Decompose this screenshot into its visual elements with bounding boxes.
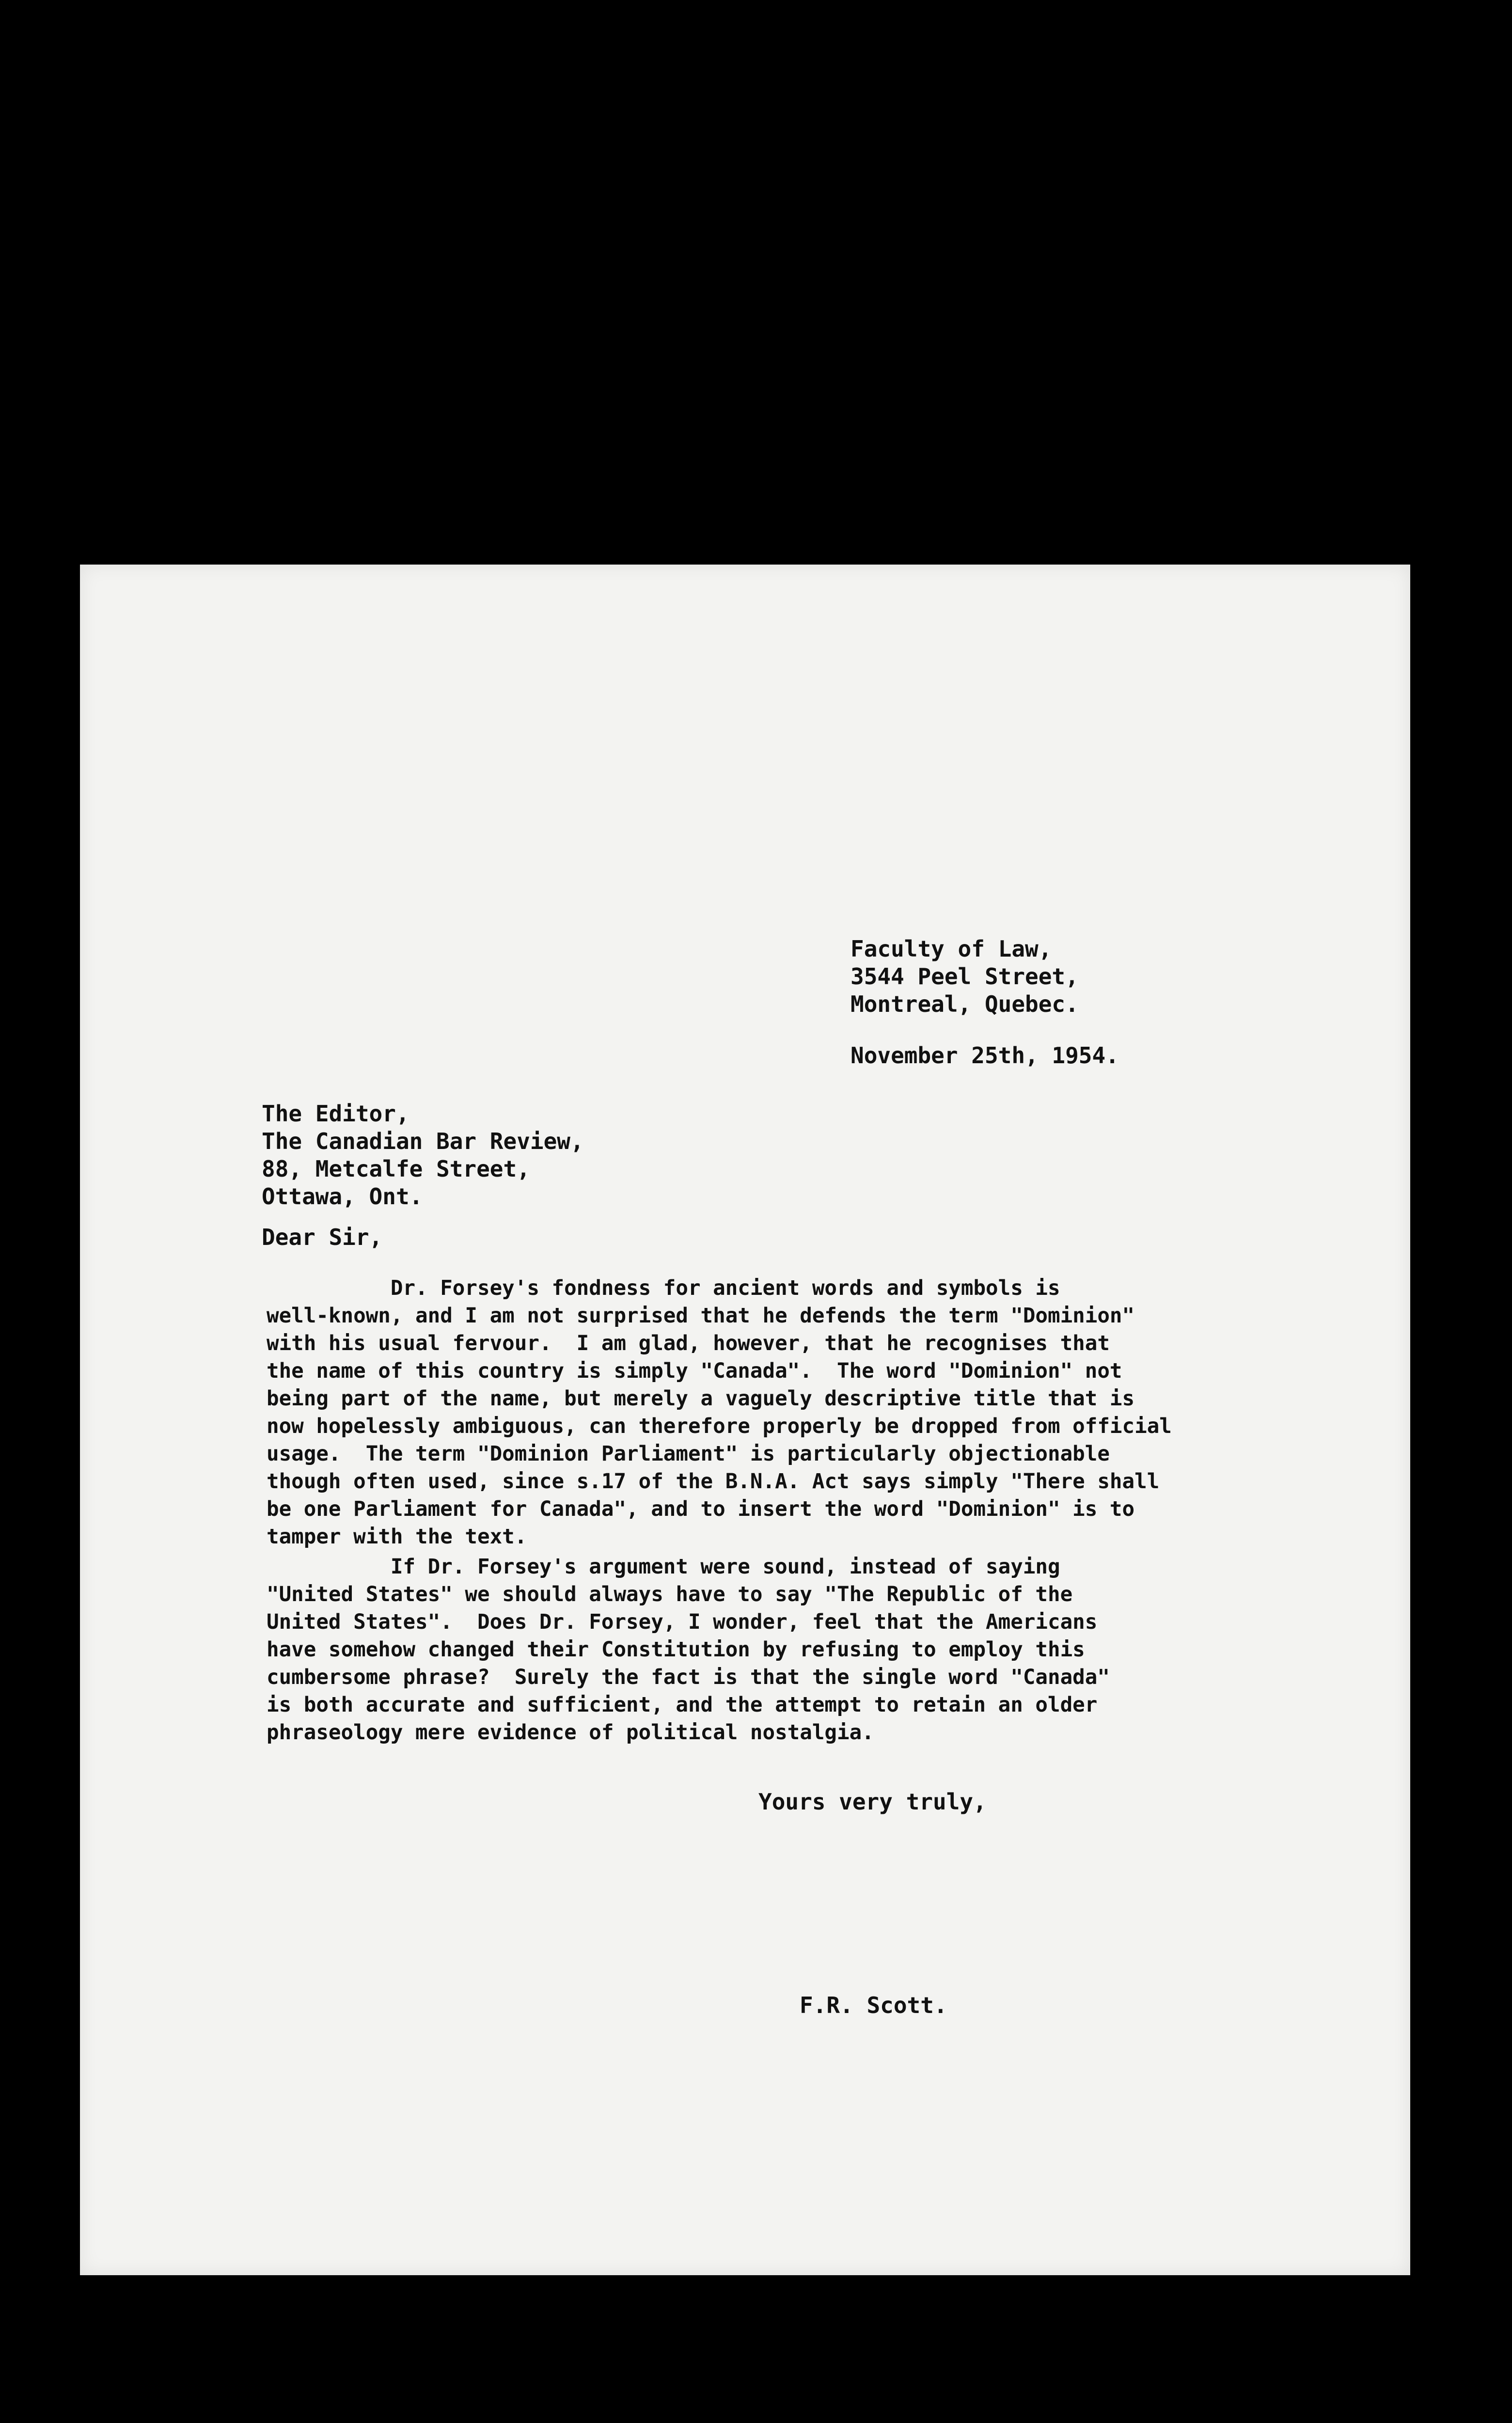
body-paragraph-2: [267, 1553, 1110, 1746]
paragraph-line: being part of the name, but merely a vaguely descriptive title that is: [267, 1387, 1135, 1411]
paragraph-line: Dr. Forsey's fondness for ancient words and symbols is: [267, 1276, 1060, 1300]
recipient-line: 88, Metcalfe Street,: [262, 1156, 530, 1182]
paragraph-line: have somehow changed their Constitution by refusing to employ this: [267, 1638, 1085, 1662]
paragraph-line: with his usual fervour. I am glad, however, that he recognises that: [267, 1332, 1110, 1355]
recipient-line: The Canadian Bar Review,: [262, 1128, 584, 1154]
body-paragraph-1: [267, 1274, 1172, 1551]
paragraph-line: well-known, and I am not surprised that he defends the term "Dominion": [267, 1304, 1135, 1328]
recipient-address: [262, 1100, 584, 1211]
paragraph-line: be one Parliament for Canada", and to insert the word "Dominion" is to: [267, 1497, 1135, 1521]
paragraph-line: the name of this country is simply "Canada". The word "Dominion" not: [267, 1359, 1122, 1383]
paragraph-line: phraseology mere evidence of political nostalgia.: [267, 1721, 874, 1745]
letter-date: November 25th, 1954.: [850, 1042, 1119, 1069]
closing: Yours very truly,: [758, 1789, 987, 1815]
salutation: Dear Sir,: [262, 1224, 383, 1250]
paragraph-line: tamper with the text.: [267, 1525, 527, 1549]
paragraph-line: United States". Does Dr. Forsey, I wonder, feel that the Americans: [267, 1610, 1098, 1634]
signature: F.R. Scott.: [800, 1992, 947, 2018]
paragraph-line: "United States" we should always have to say "The Republic of the: [267, 1583, 1073, 1606]
sender-address-line: 3544 Peel Street,: [850, 963, 1079, 990]
paragraph-line: usage. The term "Dominion Parliament" is particularly objectionable: [267, 1442, 1110, 1466]
paragraph-line: now hopelessly ambiguous, can therefore properly be dropped from official: [267, 1415, 1172, 1438]
recipient-line: The Editor,: [262, 1101, 410, 1127]
paragraph-line: If Dr. Forsey's argument were sound, instead of saying: [267, 1555, 1060, 1579]
sender-address-line: Faculty of Law,: [850, 936, 1052, 962]
sender-address-line: Montreal, Quebec.: [850, 991, 1079, 1017]
sender-address: [850, 935, 1079, 1018]
recipient-line: Ottawa, Ont.: [262, 1183, 423, 1210]
paragraph-line: though often used, since s.17 of the B.N.A. Act says simply "There shall: [267, 1470, 1160, 1494]
paragraph-line: is both accurate and sufficient, and the attempt to retain an older: [267, 1693, 1098, 1717]
paragraph-line: cumbersome phrase? Surely the fact is that the single word "Canada": [267, 1666, 1110, 1689]
